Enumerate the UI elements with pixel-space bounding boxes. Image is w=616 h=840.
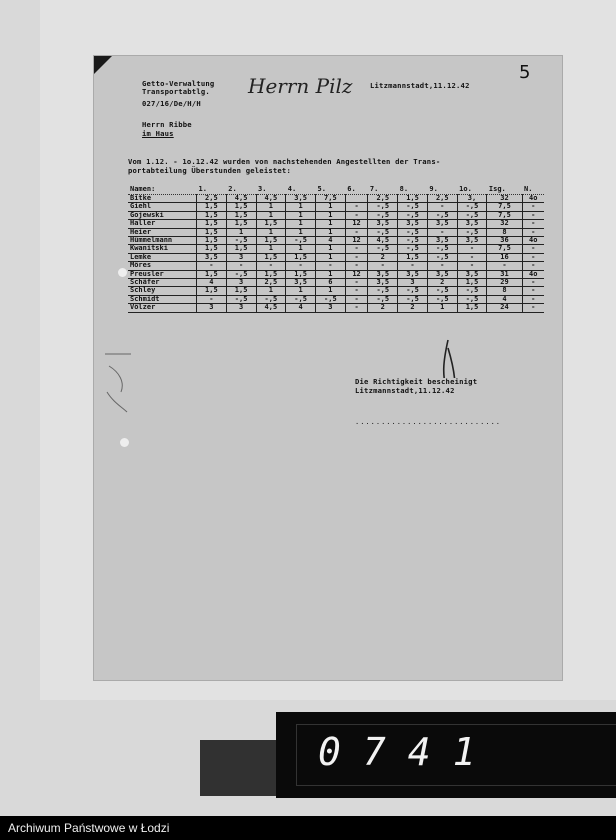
hours-cell: -,5 — [457, 295, 487, 303]
hours-cell: 1,5 — [256, 270, 286, 278]
hours-cell: 1 — [427, 304, 457, 312]
hours-cell: - — [368, 262, 398, 270]
table-header: 6. — [345, 184, 368, 195]
table-row — [128, 228, 544, 236]
hours-cell: -,5 — [368, 211, 398, 219]
hours-cell: 3, — [457, 195, 487, 203]
employee-name: Schäfer — [128, 279, 197, 287]
hours-cell: - — [427, 203, 457, 211]
hours-cell: 4 — [316, 237, 346, 245]
hours-cell: 3,5 — [457, 237, 487, 245]
table-header: 1o. — [457, 184, 487, 195]
recipient-line-1: Herrn Ribbe — [142, 120, 192, 129]
table-row — [128, 304, 544, 312]
hours-cell: -,5 — [226, 270, 256, 278]
hours-cell: - — [522, 228, 544, 236]
hours-cell: 1,5 — [226, 245, 256, 253]
hours-cell: -,5 — [226, 295, 256, 303]
body-line-2: portabteilung Überstunden geleistet: — [128, 166, 291, 175]
hours-cell: - — [398, 262, 428, 270]
hours-cell: 1,5 — [226, 211, 256, 219]
hours-cell: - — [487, 262, 522, 270]
hours-cell: 1,5 — [197, 228, 227, 236]
punch-hole-bottom — [120, 438, 129, 447]
table-row — [128, 195, 544, 203]
hours-cell: 3,5 — [286, 279, 316, 287]
hours-cell: 24 — [487, 304, 522, 312]
hours-cell: 3,5 — [457, 270, 487, 278]
hours-cell: - — [457, 262, 487, 270]
hours-cell: 3,5 — [398, 270, 428, 278]
hours-cell: 16 — [487, 253, 522, 261]
hours-cell: 1 — [286, 245, 316, 253]
employee-name: Möres — [128, 262, 197, 270]
table-header: Isg. — [487, 184, 522, 195]
hours-cell: 1 — [286, 211, 316, 219]
table-row — [128, 270, 544, 278]
hours-cell: 1 — [256, 287, 286, 295]
hours-cell: - — [345, 245, 368, 253]
hours-cell: 8 — [487, 228, 522, 236]
table-header: 9. — [427, 184, 457, 195]
hours-cell: 1 — [316, 220, 346, 228]
hours-cell: - — [522, 211, 544, 219]
margin-pencil-marks — [103, 352, 133, 432]
hours-cell: 3,5 — [368, 270, 398, 278]
hours-cell: - — [345, 279, 368, 287]
hours-cell: 1,5 — [256, 237, 286, 245]
hours-cell: -,5 — [398, 237, 428, 245]
employee-name: Schley — [128, 287, 197, 295]
hours-cell: - — [522, 253, 544, 261]
hours-cell: 1,5 — [256, 220, 286, 228]
hours-cell: - — [522, 262, 544, 270]
table-header: 8. — [398, 184, 428, 195]
hours-cell: 4,5 — [256, 195, 286, 203]
hours-cell: -,5 — [398, 287, 428, 295]
hours-cell: -,5 — [427, 295, 457, 303]
employee-name: Giehl — [128, 203, 197, 211]
table-row — [128, 203, 544, 211]
hours-cell: - — [197, 262, 227, 270]
hours-cell: 3,5 — [368, 220, 398, 228]
hours-cell: 1 — [316, 287, 346, 295]
hours-cell: 1 — [256, 245, 286, 253]
hours-cell: 4,5 — [226, 195, 256, 203]
hours-cell: 1,5 — [256, 253, 286, 261]
hours-cell: - — [522, 295, 544, 303]
hours-cell: 1,5 — [226, 220, 256, 228]
hours-cell: 1,5 — [197, 287, 227, 295]
employee-name: Gojewski — [128, 211, 197, 219]
hours-cell: 12 — [345, 270, 368, 278]
hours-cell: 4 — [286, 304, 316, 312]
hours-cell: 1,5 — [197, 237, 227, 245]
hours-cell: 32 — [487, 195, 522, 203]
table-header: 7. — [368, 184, 398, 195]
table-header: 2. — [226, 184, 256, 195]
hours-cell: -,5 — [368, 245, 398, 253]
table-row — [128, 245, 544, 253]
hours-cell: 1 — [256, 211, 286, 219]
table-row — [128, 279, 544, 287]
hours-cell: 1 — [316, 253, 346, 261]
signature-dots: ............................ — [355, 418, 502, 426]
hours-cell: 7,5 — [316, 195, 346, 203]
employee-name: Haller — [128, 220, 197, 228]
hours-cell: 1 — [226, 228, 256, 236]
hours-cell: 1,5 — [457, 304, 487, 312]
corner-fold — [94, 56, 112, 74]
hours-cell: -,5 — [286, 295, 316, 303]
hours-cell: 2,5 — [197, 195, 227, 203]
hours-cell: 2 — [398, 304, 428, 312]
hours-cell: -,5 — [457, 287, 487, 295]
hours-cell: -,5 — [398, 228, 428, 236]
hours-cell: -,5 — [398, 295, 428, 303]
hours-cell: 1,5 — [197, 270, 227, 278]
table-header: Namen: — [128, 184, 197, 195]
signature-mark — [430, 338, 550, 378]
hours-cell: - — [226, 262, 256, 270]
hours-cell: 1,5 — [286, 253, 316, 261]
hours-cell: -,5 — [226, 237, 256, 245]
place-date: Litzmannstadt,11.12.42 — [370, 81, 470, 90]
table-header-row — [128, 184, 544, 195]
page-number: 5 — [519, 62, 531, 83]
hours-cell: 2 — [427, 279, 457, 287]
hours-cell: 1,5 — [286, 270, 316, 278]
hours-cell: 3,5 — [368, 279, 398, 287]
hours-cell: - — [522, 220, 544, 228]
hours-cell: 3,5 — [457, 220, 487, 228]
department-line-2: Transportabtlg. — [142, 87, 210, 96]
certification-line-2: Litzmannstadt,11.12.42 — [355, 386, 455, 395]
hours-cell: 1 — [286, 220, 316, 228]
hours-cell: 1 — [316, 203, 346, 211]
hours-cell: 1,5 — [398, 253, 428, 261]
handwritten-note: Herrn Pilz — [248, 74, 353, 98]
hours-cell: 1,5 — [398, 195, 428, 203]
recipient-line-2: im Haus — [142, 129, 174, 138]
employee-name: Heier — [128, 228, 197, 236]
hours-cell: - — [427, 262, 457, 270]
hours-cell: 7,5 — [487, 245, 522, 253]
hours-cell: 3 — [226, 279, 256, 287]
employee-name: Völzer — [128, 304, 197, 312]
hours-cell: 1 — [286, 228, 316, 236]
table-header: 1. — [197, 184, 227, 195]
table-row — [128, 220, 544, 228]
hours-cell: - — [457, 245, 487, 253]
punch-hole-top — [118, 268, 127, 277]
table-row — [128, 211, 544, 219]
hours-cell: 2,5 — [256, 279, 286, 287]
hours-cell: 3,5 — [286, 195, 316, 203]
hours-cell: 36 — [487, 237, 522, 245]
film-shadow — [200, 740, 280, 796]
hours-cell: - — [345, 262, 368, 270]
hours-cell: 3 — [316, 304, 346, 312]
hours-cell: 32 — [487, 220, 522, 228]
hours-cell: 3,5 — [427, 270, 457, 278]
hours-cell: -,5 — [427, 253, 457, 261]
hours-cell: 1,5 — [197, 220, 227, 228]
hours-cell: -,5 — [398, 211, 428, 219]
hours-cell: - — [256, 262, 286, 270]
hours-cell: 3,5 — [427, 220, 457, 228]
body-line-1: Vom 1.12. - 1o.12.42 wurden von nachstehenden Angestellten der Trans- — [128, 157, 441, 166]
table-header: 5. — [316, 184, 346, 195]
employee-name: Kwanitski — [128, 245, 197, 253]
hours-cell: - — [457, 253, 487, 261]
hours-cell: 29 — [487, 279, 522, 287]
hours-cell: -,5 — [316, 295, 346, 303]
overtime-table — [128, 184, 544, 313]
hours-cell: 1,5 — [226, 203, 256, 211]
hours-cell: 1 — [316, 270, 346, 278]
hours-cell: - — [345, 228, 368, 236]
hours-cell: - — [345, 295, 368, 303]
hours-cell: 2 — [368, 304, 398, 312]
hours-cell: - — [427, 228, 457, 236]
hours-cell: 3,5 — [197, 253, 227, 261]
hours-cell: - — [522, 245, 544, 253]
table-header: 4. — [286, 184, 316, 195]
hours-cell: 3,5 — [427, 237, 457, 245]
hours-cell: 1 — [316, 228, 346, 236]
hours-cell: 1 — [316, 245, 346, 253]
hours-cell: 3,5 — [398, 220, 428, 228]
hours-cell: -,5 — [457, 203, 487, 211]
employee-name: Preusler — [128, 270, 197, 278]
hours-cell: - — [345, 203, 368, 211]
hours-cell: - — [345, 304, 368, 312]
hours-cell: 12 — [345, 237, 368, 245]
archive-name: Archiwum Państwowe w Łodzi — [8, 821, 170, 835]
table-body — [128, 195, 544, 313]
hours-cell: - — [522, 279, 544, 287]
hours-cell: -,5 — [427, 211, 457, 219]
hours-cell: -,5 — [427, 287, 457, 295]
hours-cell: - — [316, 262, 346, 270]
hours-cell: -,5 — [368, 228, 398, 236]
hours-cell: -,5 — [286, 237, 316, 245]
table-row — [128, 295, 544, 303]
hours-cell: 2,5 — [368, 195, 398, 203]
department-line-1: Getto-Verwaltung — [142, 79, 215, 88]
frame-counter: 0741 — [318, 730, 498, 774]
table-row — [128, 262, 544, 270]
hours-cell: - — [345, 253, 368, 261]
hours-cell: 3 — [226, 304, 256, 312]
hours-cell: -,5 — [457, 211, 487, 219]
hours-cell: 1,5 — [457, 279, 487, 287]
table-row — [128, 253, 544, 261]
hours-cell: - — [345, 211, 368, 219]
hours-cell: 3 — [226, 253, 256, 261]
hours-cell: 4o — [522, 270, 544, 278]
hours-cell: - — [522, 304, 544, 312]
hours-cell: 4 — [197, 279, 227, 287]
hours-cell: 1 — [286, 287, 316, 295]
hours-cell: 31 — [487, 270, 522, 278]
hours-cell: - — [286, 262, 316, 270]
hours-cell: - — [197, 295, 227, 303]
hours-cell: - — [522, 287, 544, 295]
hours-cell: -,5 — [256, 295, 286, 303]
hours-cell: -,5 — [368, 203, 398, 211]
hours-cell: 2 — [368, 253, 398, 261]
hours-cell: 8 — [487, 287, 522, 295]
hours-cell: 1,5 — [197, 211, 227, 219]
table-row — [128, 237, 544, 245]
employee-name: Bitke — [128, 195, 197, 203]
hours-cell: 2,5 — [427, 195, 457, 203]
hours-cell: 7,5 — [487, 203, 522, 211]
hours-cell: 1,5 — [197, 203, 227, 211]
table-header: N. — [522, 184, 544, 195]
certification-line-1: Die Richtigkeit bescheinigt — [355, 377, 478, 386]
employee-name: Schmidt — [128, 295, 197, 303]
hours-cell: -,5 — [398, 245, 428, 253]
hours-cell: 6 — [316, 279, 346, 287]
employee-name: Lemke — [128, 253, 197, 261]
hours-cell: 4o — [522, 237, 544, 245]
hours-cell: -,5 — [398, 203, 428, 211]
employee-name: Hümmelmann — [128, 237, 197, 245]
reference-number: 027/16/De/H/H — [142, 99, 201, 108]
hours-cell: 12 — [345, 220, 368, 228]
hours-cell: 4,5 — [256, 304, 286, 312]
hours-cell: 1 — [286, 203, 316, 211]
hours-cell: 7,5 — [487, 211, 522, 219]
hours-cell: -,5 — [457, 228, 487, 236]
hours-cell: -,5 — [427, 245, 457, 253]
hours-cell: 4o — [522, 195, 544, 203]
hours-cell: 1,5 — [226, 287, 256, 295]
hours-cell: 1 — [256, 228, 286, 236]
hours-cell: - — [522, 203, 544, 211]
hours-cell: 1,5 — [197, 245, 227, 253]
table-header: 3. — [256, 184, 286, 195]
hours-cell: 3 — [197, 304, 227, 312]
hours-cell: - — [345, 287, 368, 295]
hours-cell: 1 — [316, 211, 346, 219]
hours-cell: 3 — [398, 279, 428, 287]
hours-cell: 4 — [487, 295, 522, 303]
hours-cell: -,5 — [368, 295, 398, 303]
hours-cell: 4,5 — [368, 237, 398, 245]
hours-cell: -,5 — [368, 287, 398, 295]
hours-cell: 1 — [256, 203, 286, 211]
